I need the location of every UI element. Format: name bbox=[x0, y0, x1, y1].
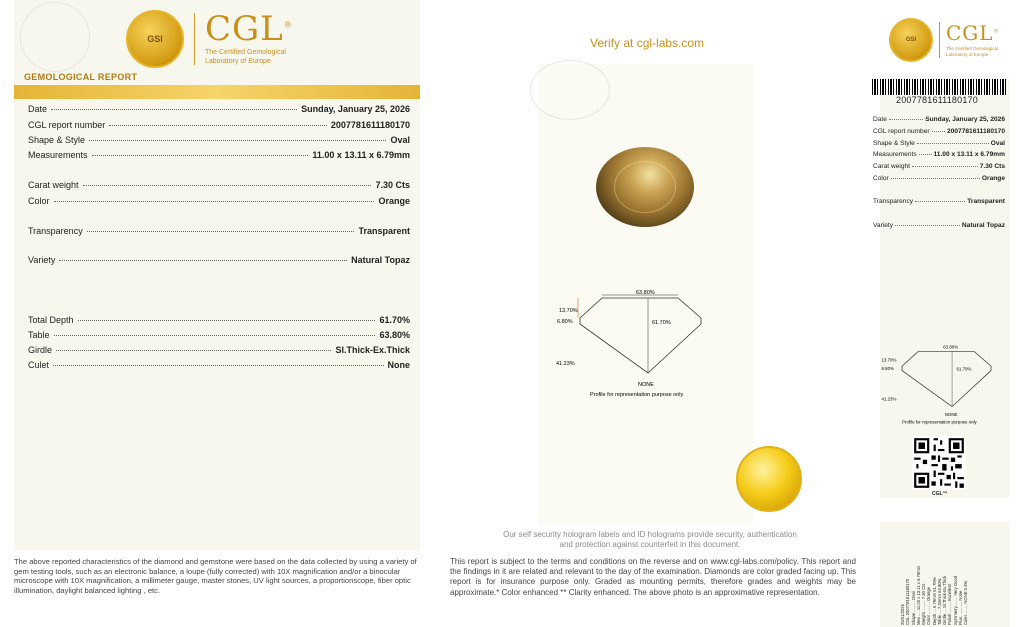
disclaimer-terms: This report is subject to the terms and conditions on the reverse and on www.cgl-labs.com/policy. This report and the findings in it are related and relevant to the day of the examination. Diamonds are color graded facing up. This report is for insurance purpose only. Graded as mounting permits, therefore grades and weights may be approximate.* Color enhanced ** Clarity enhanced. The above photo is an approximative representation. bbox=[450, 557, 856, 597]
summary-date: Date Sunday, January 25, 2026 bbox=[873, 116, 1005, 123]
gemstone-photo bbox=[596, 147, 694, 227]
barcode bbox=[872, 79, 1006, 95]
left-panel bbox=[14, 0, 420, 550]
profile-depth-label: 61.70% bbox=[956, 366, 972, 372]
field-color: Color Orange bbox=[28, 196, 410, 206]
profile-caption: Profile for representation purpose only bbox=[590, 392, 684, 398]
field-measurements: Measurements 11.00 x 13.11 x 6.79mm bbox=[28, 150, 410, 160]
field-variety: Variety Natural Topaz bbox=[28, 255, 410, 265]
profile-caption: Profile for representation purpose only bbox=[902, 419, 977, 425]
summary-color: Color Orange bbox=[873, 175, 1005, 182]
profile-culet-label: NONE bbox=[638, 382, 654, 388]
watermark-seal-icon bbox=[20, 2, 90, 72]
report-title: GEMOLOGICAL REPORT bbox=[24, 72, 138, 82]
profile-pavilion-label: 41.23% bbox=[556, 361, 575, 367]
field-culet: Culet None bbox=[28, 360, 410, 370]
hologram-seal-icon bbox=[736, 446, 802, 512]
profile-outline bbox=[902, 351, 991, 406]
profile-diagram bbox=[550, 290, 720, 400]
summary-shape: Shape & Style Oval bbox=[873, 140, 1005, 147]
profile-girdle-label: 6.80% bbox=[881, 365, 894, 371]
hologram-note: Our self security hologram labels and ID holograms provide security, authentication and protection against counterfeit in this document. bbox=[503, 530, 797, 550]
field-carat: Carat weight 7.30 Cts bbox=[28, 180, 410, 190]
profile-crown-label: 13.70% bbox=[881, 357, 897, 363]
crest-icon: GSI bbox=[126, 10, 184, 68]
strip-summary: 25/01/2026 CGL 2007781611180170 Shape ......... Oval Mes .... 11.00 x 13.11 x 6.79mm Weight ......... 7.30 Cts Color .......... Orange Depth ... 6.79mm 61.70% Table ... 7.20mm 63.80% Girdle ... Sl.Thick-Ex.Thick Polish ......... Excellent Symmetry ....... Very Good Fluo. ........... None Culet ........ NONE 0.4% bbox=[900, 565, 968, 625]
summary-measurements: Measurements 11.00 x 13.11 x 6.79mm bbox=[873, 151, 1005, 158]
field-date: Date Sunday, January 25, 2026 bbox=[28, 104, 410, 114]
brand-name: CGL® bbox=[205, 9, 293, 50]
summary-variety: Variety Natural Topaz bbox=[873, 222, 1005, 229]
profile-culet-label: NONE bbox=[944, 412, 958, 418]
profile-table-label: 63.80% bbox=[636, 290, 655, 296]
profile-depth-label: 61.70% bbox=[652, 320, 671, 326]
profile-girdle-label: 6.80% bbox=[557, 319, 573, 325]
profile-table-label: 63.80% bbox=[943, 345, 959, 350]
small-logo bbox=[889, 18, 1000, 62]
brand-name: CGL® bbox=[946, 21, 1000, 46]
gold-header-bar bbox=[14, 85, 420, 99]
field-girdle: Girdle Sl.Thick-Ex.Thick bbox=[28, 345, 410, 355]
crest-icon: GSI bbox=[889, 18, 933, 62]
summary-transparency: Transparency Transparent bbox=[873, 198, 1005, 205]
field-transparency: Transparency Transparent bbox=[28, 226, 410, 236]
main-logo bbox=[126, 10, 293, 68]
field-table: Table 63.80% bbox=[28, 330, 410, 340]
disclaimer-methods: The above reported characteristics of the diamond and gemstone were based on the data collected by using a variety of gem testing tools, such as an electronic balance, a loupe (fully corrected) with 10X magnification and/or a binocular microscope with 10X magnification, a millimeter gauge, master stones, UV light sources, a proportionscope, fiber optic illumination, daylight balanced lighting , etc. bbox=[14, 557, 417, 596]
summary-profile-diagram bbox=[880, 345, 1005, 427]
brand-subtitle: The Certified Gemological Laboratory of Europe bbox=[205, 49, 286, 65]
field-report-number: CGL report number 2007781611180170 bbox=[28, 120, 410, 130]
barcode-number: 2007781611180170 bbox=[896, 95, 978, 105]
profile-pavilion-label: 41.23% bbox=[881, 396, 897, 402]
profile-outline bbox=[580, 298, 701, 373]
qr-code[interactable] bbox=[912, 436, 966, 490]
summary-carat: Carat weight 7.30 Cts bbox=[873, 163, 1005, 170]
summary-report-number: CGL report number 2007781611180170 bbox=[873, 128, 1005, 135]
watermark-seal-icon bbox=[530, 60, 610, 120]
verify-link[interactable]: Verify at cgl-labs.com bbox=[590, 36, 705, 50]
qr-caption: CGL™ bbox=[932, 491, 948, 497]
brand-subtitle: The Certified Gemological Laboratory of Europe bbox=[946, 46, 999, 57]
profile-crown-label: 13.70% bbox=[559, 308, 578, 314]
field-shape: Shape & Style Oval bbox=[28, 135, 410, 145]
field-total-depth: Total Depth 61.70% bbox=[28, 315, 410, 325]
